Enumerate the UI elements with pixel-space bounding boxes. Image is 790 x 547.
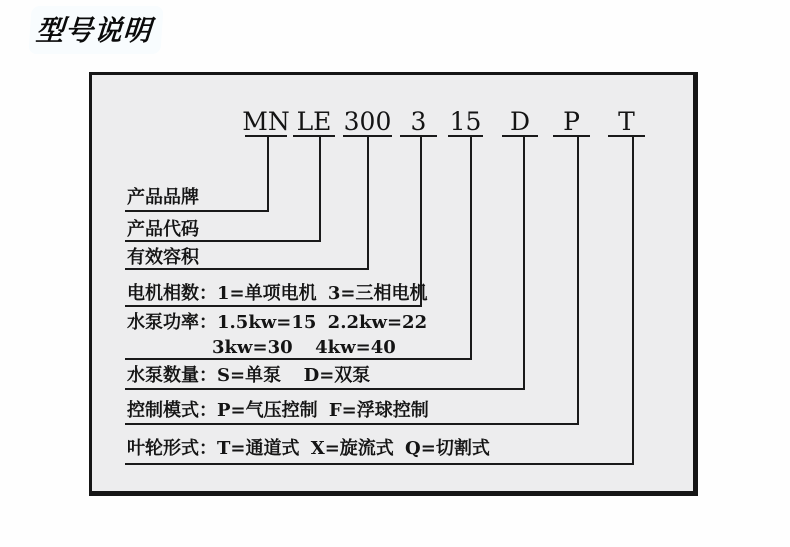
connector-hline-volume — [125, 268, 369, 270]
label-control-mode: 控制模式：P=气压控制 F=浮球控制 — [127, 400, 429, 421]
page-title: 型号说明 — [28, 6, 163, 54]
connector-vline-impeller-type — [632, 137, 634, 465]
code-segment-brand: MN — [245, 104, 287, 137]
connector-vline-volume — [367, 137, 369, 270]
connector-hline-pump-power — [125, 358, 472, 360]
code-segment-pump-count: D — [502, 104, 538, 137]
code-segment-control-mode: P — [553, 104, 590, 137]
code-segment-motor-phase: 3 — [400, 104, 437, 137]
connector-vline-pump-power — [470, 137, 472, 360]
connector-hline-impeller-type — [125, 463, 634, 465]
connector-hline-brand — [125, 210, 269, 212]
connector-hline-pump-count — [125, 388, 525, 390]
label-impeller-type: 叶轮形式：T=通道式 X=旋流式 Q=切割式 — [127, 438, 490, 459]
label-brand: 产品品牌 — [127, 187, 199, 208]
connector-vline-motor-phase — [420, 137, 422, 307]
label-pump-count: 水泵数量：S=单泵 D=双泵 — [127, 365, 371, 386]
connector-vline-brand — [267, 137, 269, 212]
code-segment-volume: 300 — [343, 104, 392, 137]
label-volume: 有效容积 — [127, 247, 199, 268]
label-motor-phase: 电机相数：1=单项电机 3=三相电机 — [127, 283, 428, 304]
connector-vline-pump-count — [523, 137, 525, 390]
connector-vline-product-code — [319, 137, 321, 242]
code-segment-pump-power: 15 — [448, 104, 483, 137]
connector-hline-motor-phase — [125, 305, 422, 307]
label-product-code: 产品代码 — [127, 219, 199, 240]
connector-hline-control-mode — [125, 423, 579, 425]
code-segment-product-code: LE — [293, 104, 335, 137]
code-segment-impeller-type: T — [608, 104, 645, 137]
connector-vline-control-mode — [577, 137, 579, 425]
connector-hline-product-code — [125, 240, 321, 242]
label-pump-power-line1: 水泵功率：1.5kw=15 2.2kw=22 — [127, 312, 428, 333]
label-pump-power-line2: 3kw=30 4kw=40 — [212, 337, 396, 358]
